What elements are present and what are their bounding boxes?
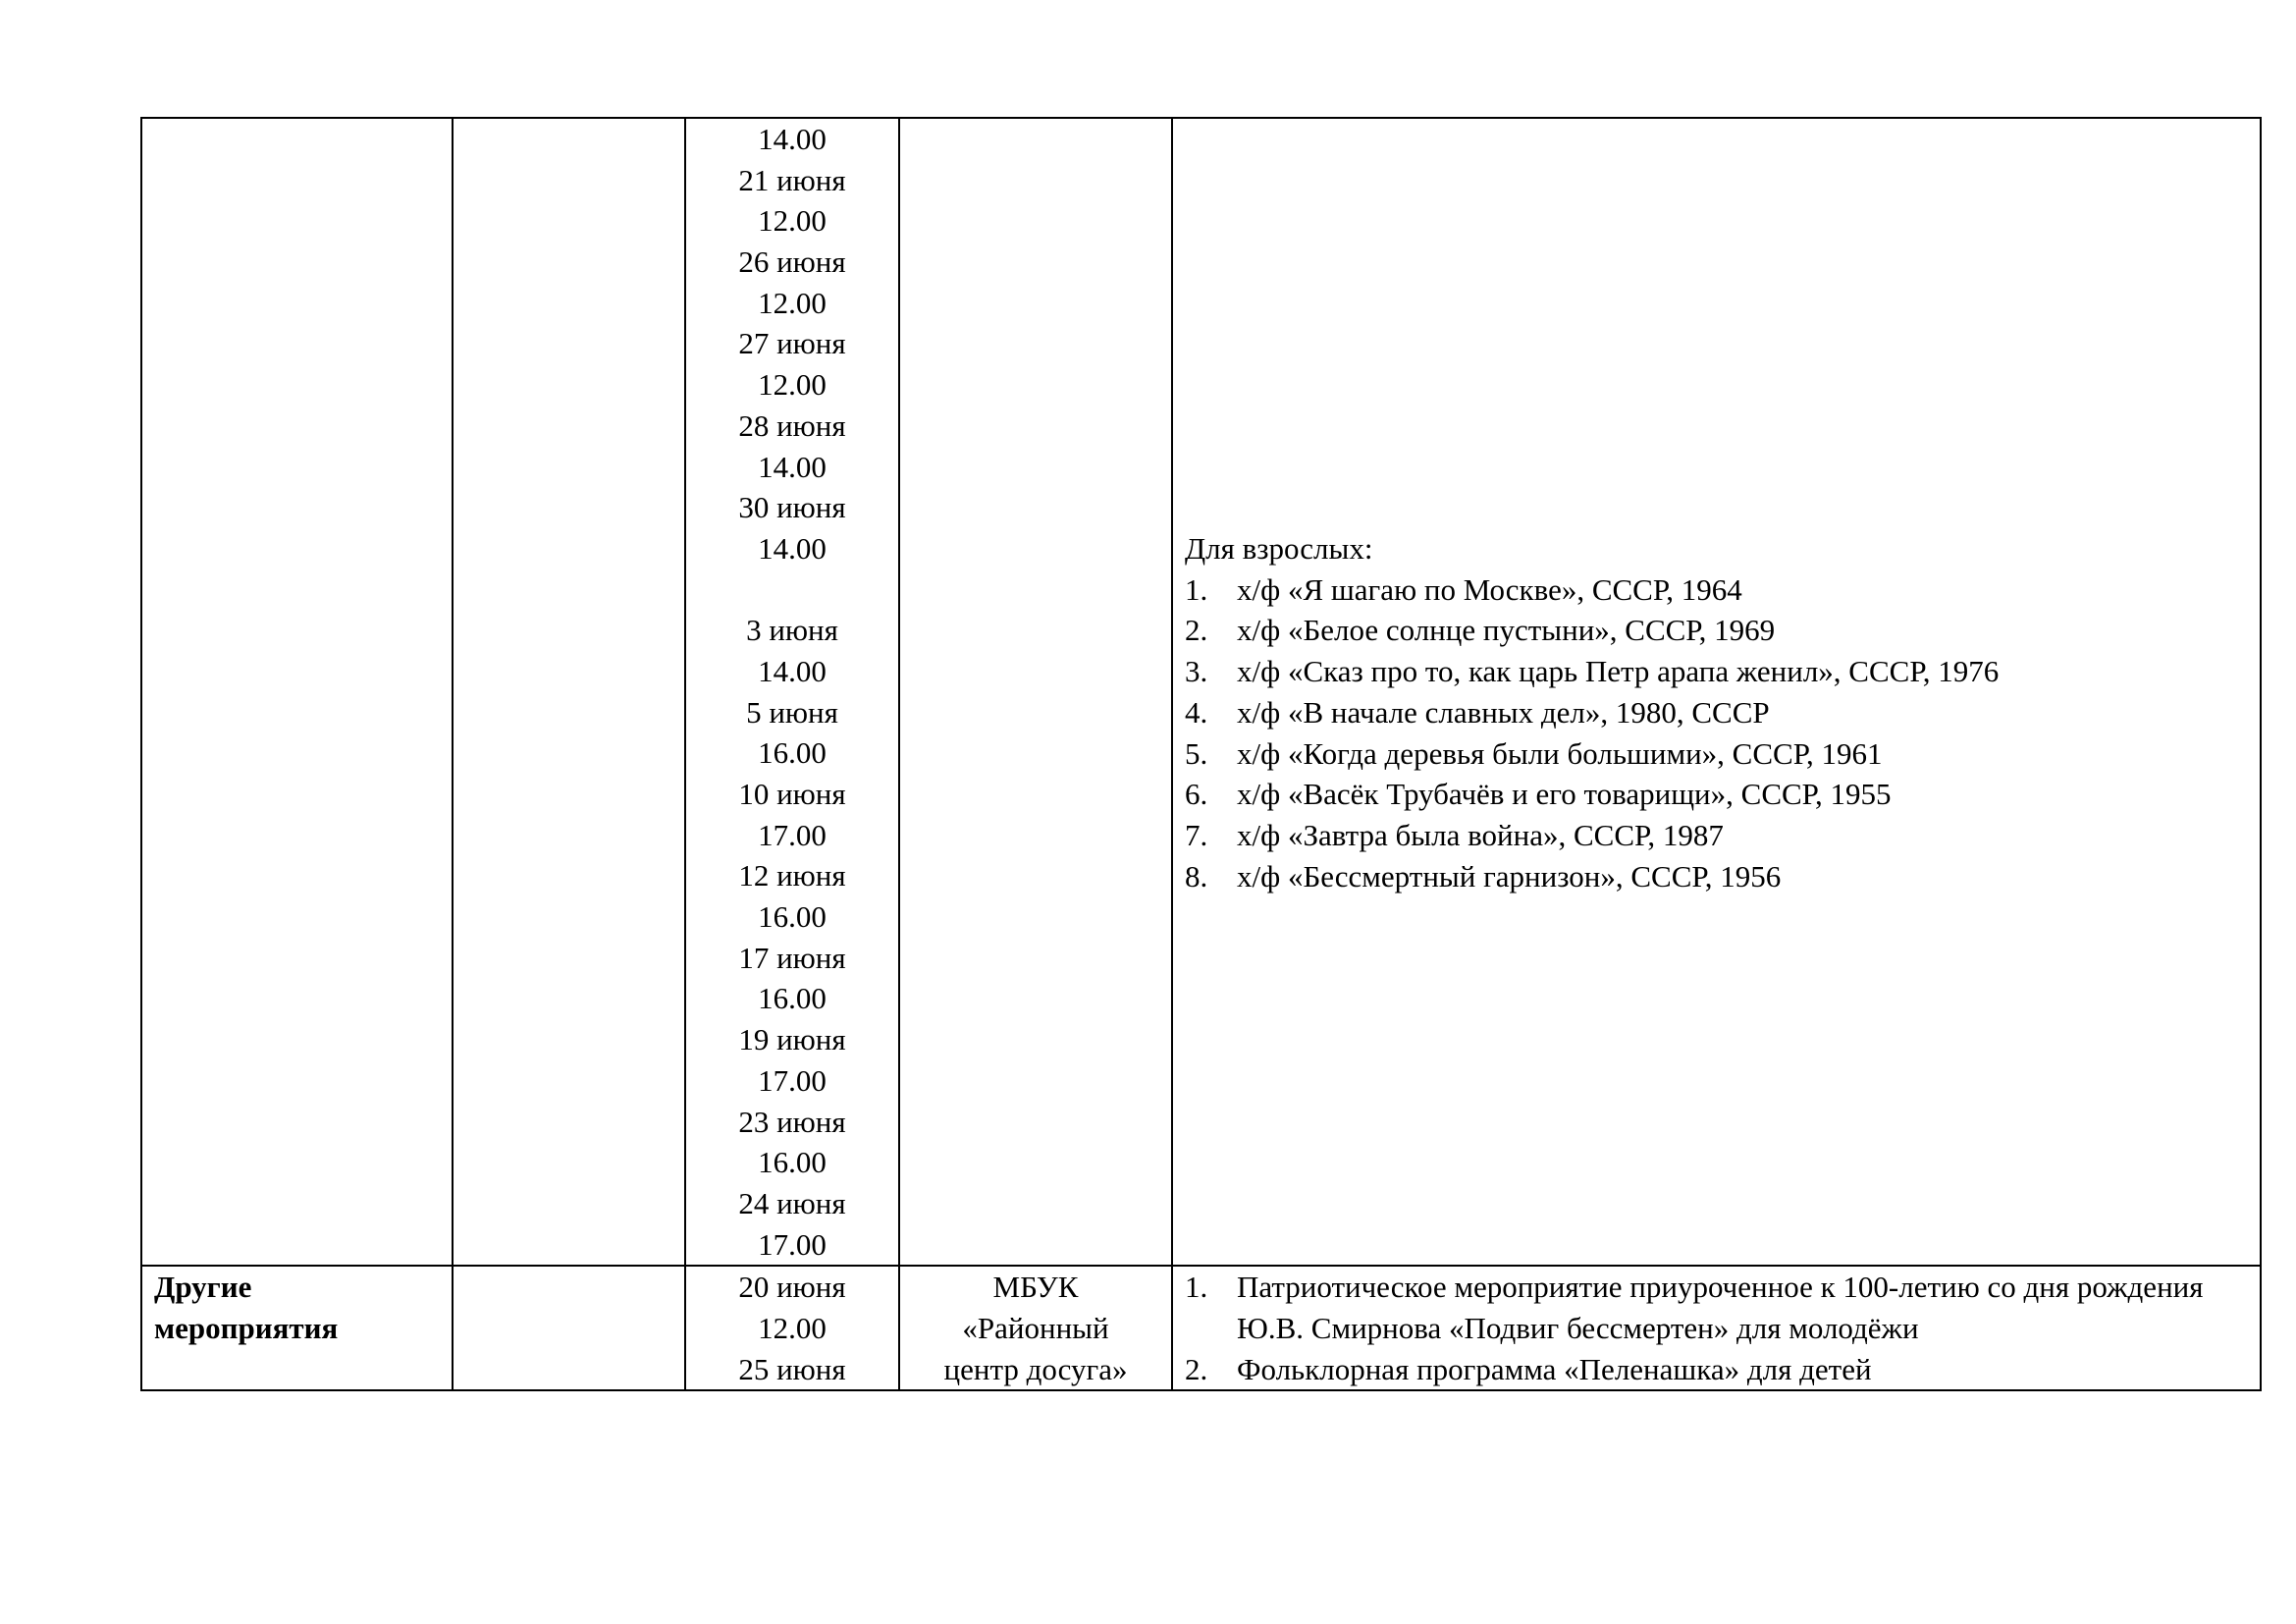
category-cell [141, 118, 453, 1266]
category-label: Другие [154, 1270, 252, 1305]
date-line: 12.00 [758, 285, 827, 320]
date-line: 12.00 [758, 367, 827, 403]
date-line: 14.00 [758, 653, 827, 688]
description-cell [1172, 1266, 2261, 1390]
category-cell [141, 1266, 453, 1390]
date-line: 12.00 [758, 1310, 827, 1345]
list-item: 2. Фольклорная программа «Пеленашка» для детей [1185, 1351, 1872, 1386]
date-line: 5 июня [746, 694, 838, 730]
schedule-table [140, 117, 2262, 1391]
table-row [141, 1266, 2261, 1390]
date-line: 25 июня [738, 1351, 846, 1386]
date-line: 17.00 [758, 817, 827, 852]
list-item: 7. х/ф «Завтра была война», СССР, 1987 [1185, 817, 1724, 852]
date-line: 30 июня [738, 490, 846, 525]
date-line: 16.00 [758, 981, 827, 1016]
venue-line: МБУК [992, 1270, 1079, 1305]
date-line: 28 июня [738, 407, 846, 443]
date-line: 12.00 [758, 203, 827, 239]
category-label: мероприятия [154, 1310, 339, 1345]
empty-cell [453, 118, 685, 1266]
date-line: 16.00 [758, 735, 827, 771]
table-row [141, 118, 2261, 1266]
list-item: 3. х/ф «Сказ про то, как царь Петр арапа женил», СССР, 1976 [1185, 654, 2000, 689]
spacer [1185, 119, 2250, 528]
date-line: 17.00 [758, 1062, 827, 1098]
date-line: 12 июня [738, 858, 846, 893]
list-item: 1. х/ф «Я шагаю по Москве», СССР, 1964 [1185, 571, 1742, 607]
date-line: 17 июня [738, 940, 846, 975]
date-line: 20 июня [738, 1270, 846, 1305]
list-item: 4. х/ф «В начале славных дел», 1980, СССР [1185, 694, 1770, 730]
list-item: 6. х/ф «Васёк Трубачёв и его товарищи», СССР, 1955 [1185, 777, 1892, 812]
list-item: 5. х/ф «Когда деревья были большими», СССР, 1961 [1185, 735, 1883, 771]
dates-cell [685, 118, 899, 1266]
date-line: 24 июня [738, 1185, 846, 1220]
date-line: 10 июня [738, 777, 846, 811]
venue-cell [899, 118, 1172, 1266]
date-line: 27 июня [738, 326, 846, 361]
date-line: 14.00 [758, 122, 827, 156]
description-cell [1172, 118, 2261, 1266]
adults-heading: Для взрослых: [1185, 531, 1373, 566]
date-line: 3 июня [746, 613, 838, 648]
date-line: 16.00 [758, 899, 827, 935]
list-item: 8. х/ф «Бессмертный гарнизон», СССР, 1956 [1185, 858, 1782, 893]
date-line: 16.00 [758, 1145, 827, 1180]
empty-cell [453, 1266, 685, 1390]
list-item: 1. Патриотическое мероприятие приуроченное к 100-летию со дня рождения Ю.В. Смирнова «Подвиг бессмертен» для молодёжи [1185, 1270, 2204, 1345]
venue-line: «Районный [962, 1310, 1109, 1345]
date-line: 14.00 [758, 449, 827, 484]
date-line: 26 июня [738, 244, 846, 280]
date-line: 19 июня [738, 1022, 846, 1057]
date-line: 14.00 [758, 530, 827, 566]
events-list [1185, 1267, 2250, 1389]
date-line: 17.00 [758, 1226, 827, 1262]
list-item: 2. х/ф «Белое солнце пустыни», СССР, 1969 [1185, 613, 1776, 648]
date-line: 21 июня [738, 162, 846, 197]
blank-line [686, 569, 898, 611]
venue-cell [899, 1266, 1172, 1390]
dates-cell [685, 1266, 899, 1390]
adult-films-list [1185, 569, 2250, 897]
venue-line: центр досуга» [943, 1351, 1128, 1386]
date-line: 23 июня [738, 1104, 846, 1139]
